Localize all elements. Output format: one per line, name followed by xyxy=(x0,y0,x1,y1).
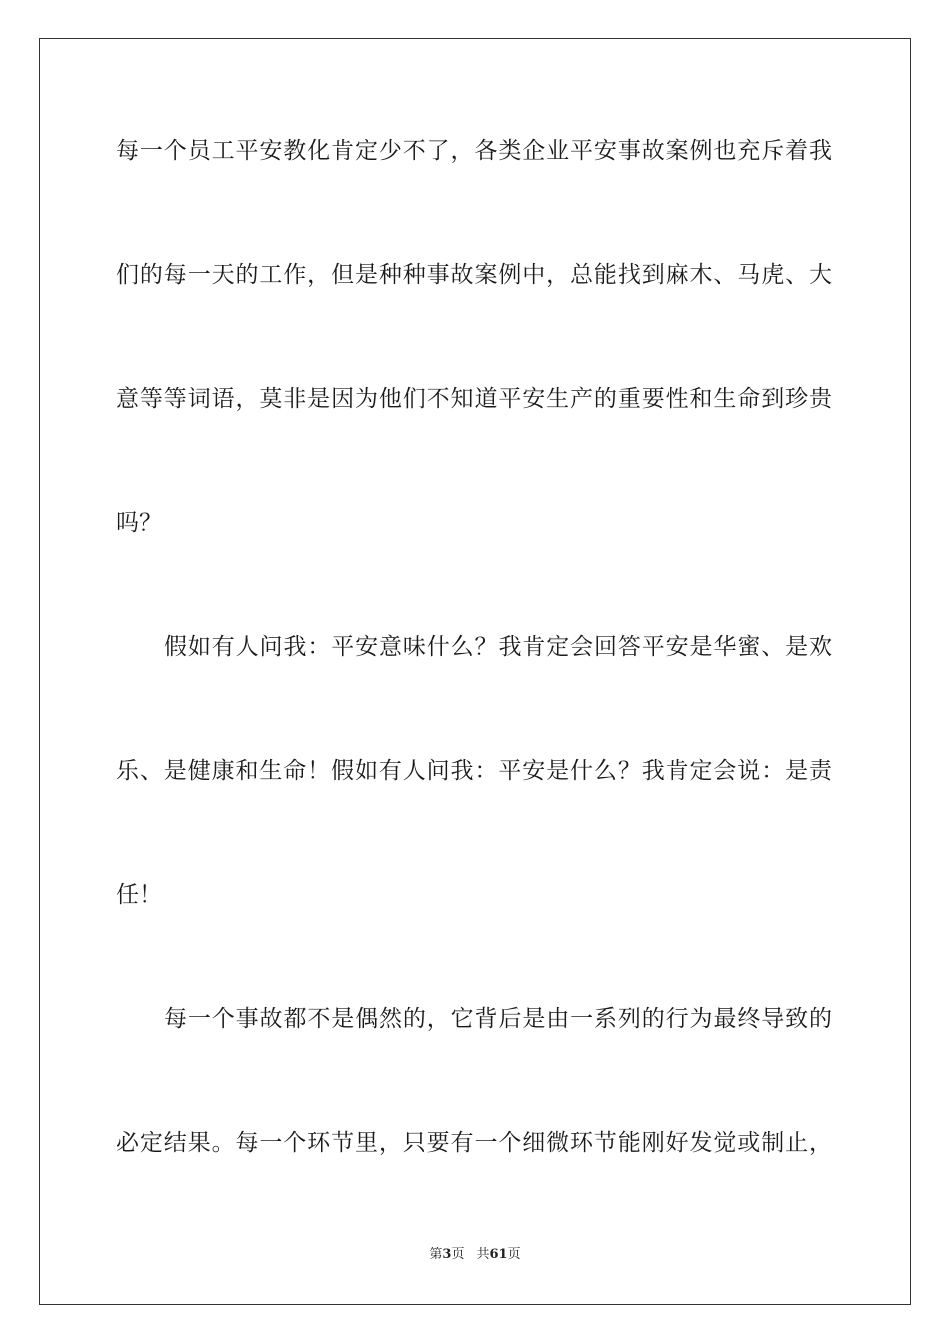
body-line-7: 任！ xyxy=(116,882,162,908)
body-line-1: 每一个员工平安教化肯定少不了，各类企业平安事故案例也充斥着我 xyxy=(116,138,832,164)
body-line-8: 每一个事故都不是偶然的，它背后是由一系列的行为最终导致的 xyxy=(164,1006,832,1032)
page-frame xyxy=(39,38,911,1305)
body-line-9: 必定结果。每一个环节里，只要有一个细微环节能刚好发觉或制止， xyxy=(116,1130,832,1156)
footer-page-suffix: 页 xyxy=(451,1247,465,1262)
footer-page-number: 3 xyxy=(442,1247,452,1262)
footer-total-prefix: 共 xyxy=(476,1247,490,1262)
body-line-4: 吗？ xyxy=(116,510,162,536)
body-line-5: 假如有人问我：平安意味什么？我肯定会回答平安是华蜜、是欢 xyxy=(164,634,832,660)
body-line-2: 们的每一天的工作，但是种种事故案例中，总能找到麻木、马虎、大 xyxy=(116,262,832,288)
footer-page-prefix: 第 xyxy=(429,1247,443,1262)
footer-total-pages: 61 xyxy=(489,1247,508,1262)
body-line-3: 意等等词语，莫非是因为他们不知道平安生产的重要性和生命到珍贵 xyxy=(116,386,832,412)
footer-total-suffix: 页 xyxy=(507,1247,521,1262)
page-footer xyxy=(0,1246,950,1264)
body-line-6: 乐、是健康和生命！假如有人问我：平安是什么？我肯定会说：是责 xyxy=(116,758,832,784)
